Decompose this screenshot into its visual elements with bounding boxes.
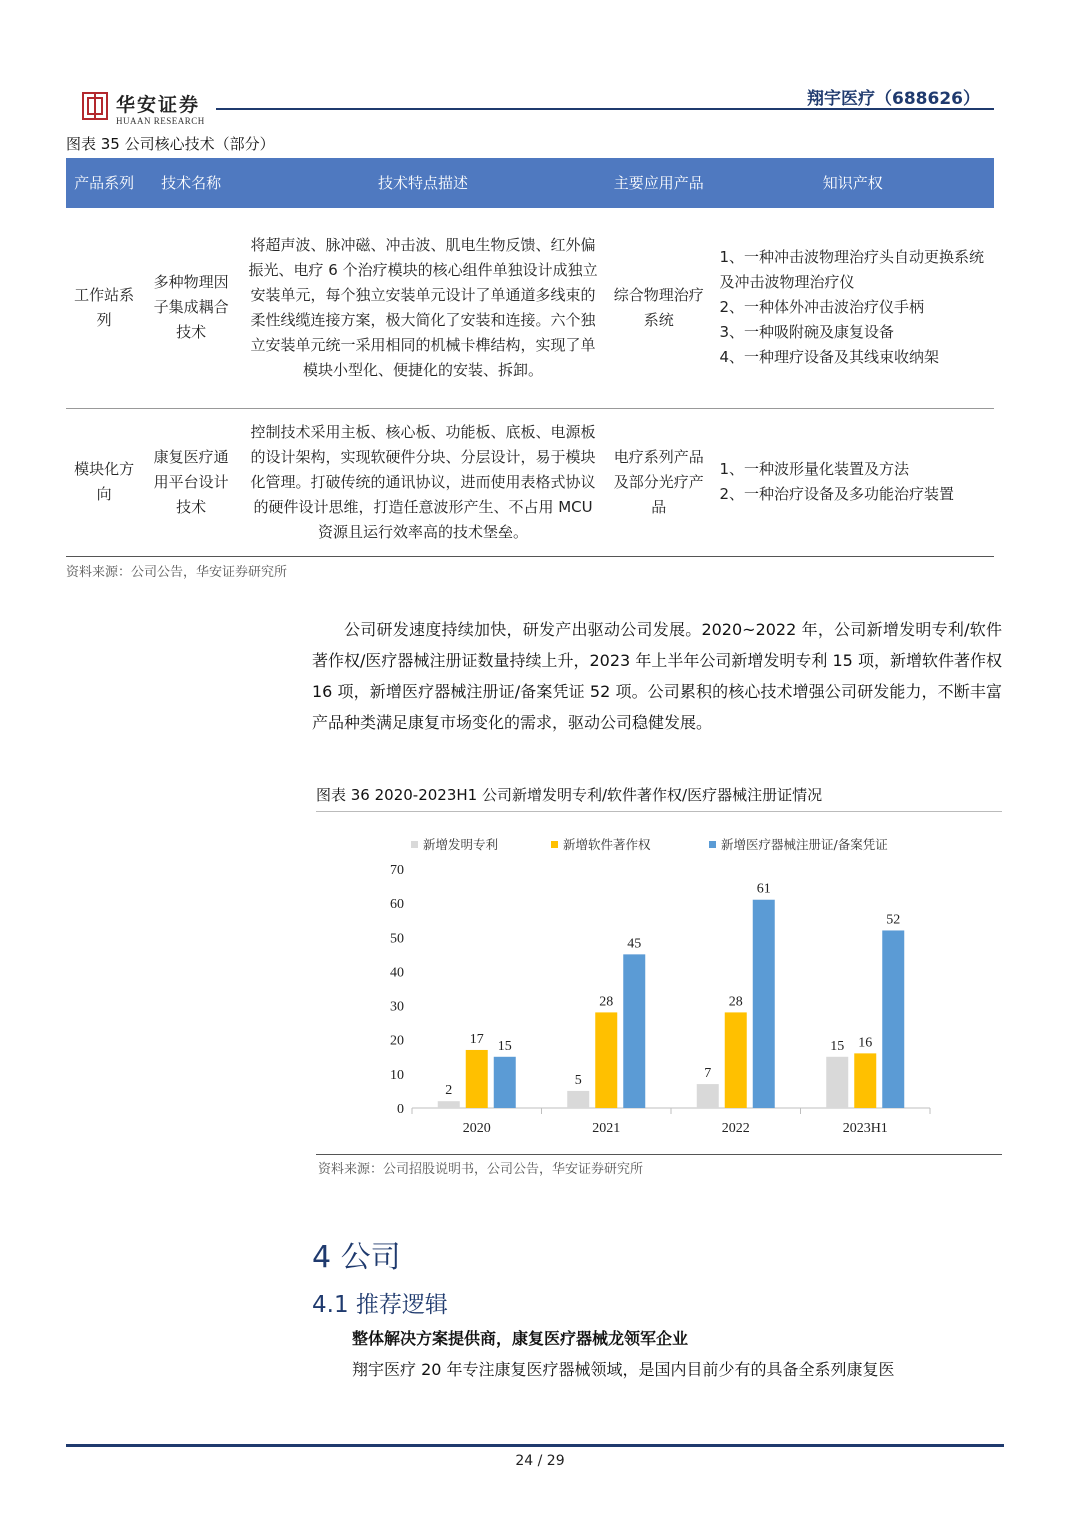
legend-swatch bbox=[551, 841, 558, 848]
bar bbox=[753, 900, 775, 1108]
header-series: 产品系列 bbox=[66, 158, 142, 208]
bar bbox=[595, 1012, 617, 1108]
header-desc: 技术特点描述 bbox=[240, 158, 606, 208]
table-row bbox=[66, 408, 994, 556]
legend-label: 新增发明专利 bbox=[423, 837, 499, 852]
rd-output-bar-chart bbox=[316, 825, 1002, 1150]
bar bbox=[623, 954, 645, 1108]
bar-data-label: 45 bbox=[627, 936, 642, 952]
y-tick-label: 60 bbox=[390, 897, 404, 913]
cell-desc: 控制技术采用主板、核心板、功能板、底板、电源板的设计架构，实现软硬件分块、分层设计，易于模块化管理。打破传统的通讯协议，进而使用表格式协议的硬件设计思维，打造任意波形产生、不占用 MCU 资源且运行效率高的技术堡垒。 bbox=[240, 408, 606, 556]
cell-ip bbox=[712, 208, 994, 408]
summary-line: 整体解决方案提供商，康复医疗器械龙领军企业 bbox=[352, 1329, 689, 1348]
table-header-row bbox=[66, 158, 994, 208]
cell-product: 电疗系列产品及部分光疗产品 bbox=[606, 408, 711, 556]
page-number: 24 / 29 bbox=[515, 1453, 565, 1469]
chart-bottom-rule bbox=[316, 1154, 1002, 1155]
cell-series: 模块化方向 bbox=[66, 408, 142, 556]
cell-desc: 将超声波、脉冲磁、冲击波、肌电生物反馈、红外偏振光、电疗 6 个治疗模块的核心组件单独设计成独立安装单元，每个独立安装单元设计了单通道多线束的柔性线缆连接方案，极大简化了安装和连接。六个独立安装单元统一采用相同的机械卡榫结构，实现了单模块小型化、便捷化的安装、拆卸。 bbox=[240, 208, 606, 408]
y-tick-label: 30 bbox=[390, 999, 404, 1015]
bar-data-label: 15 bbox=[830, 1038, 845, 1054]
bar bbox=[494, 1057, 516, 1108]
bar-data-label: 52 bbox=[886, 912, 901, 928]
bar-data-label: 2 bbox=[445, 1083, 453, 1099]
cell-ip bbox=[712, 408, 994, 556]
header-ip: 知识产权 bbox=[712, 158, 994, 208]
y-tick-label: 40 bbox=[390, 965, 404, 981]
legend-swatch bbox=[709, 841, 716, 848]
footer-divider bbox=[66, 1444, 1004, 1447]
y-tick-label: 70 bbox=[390, 863, 404, 878]
cell-series: 工作站系列 bbox=[66, 208, 142, 408]
x-tick-label: 2020 bbox=[462, 1121, 491, 1136]
legend-label: 新增医疗器械注册证/备案凭证 bbox=[721, 837, 888, 852]
core-tech-table bbox=[66, 158, 994, 557]
cell-name: 康复医疗通用平台设计技术 bbox=[142, 408, 240, 556]
logo-subtitle: HUAAN RESEARCH bbox=[116, 116, 205, 126]
ip-item: 4、一种理疗设备及其线束收纳架 bbox=[719, 348, 940, 367]
x-tick-label: 2023H1 bbox=[842, 1121, 888, 1136]
bar-data-label: 15 bbox=[497, 1038, 512, 1054]
bar-data-label: 61 bbox=[756, 881, 771, 897]
section-heading: 4 公司 bbox=[312, 1240, 401, 1275]
y-tick-label: 0 bbox=[397, 1102, 404, 1117]
bar-data-label: 7 bbox=[704, 1066, 712, 1082]
ip-item: 1、一种冲击波物理治疗头自动更换系统及冲击波物理治疗仪 bbox=[719, 248, 985, 292]
chart-title: 图表 36 2020-2023H1 公司新增发明专利/软件著作权/医疗器械注册证情况 bbox=[316, 786, 823, 804]
bar bbox=[725, 1012, 747, 1108]
y-tick-label: 50 bbox=[390, 931, 404, 947]
header-product: 主要应用产品 bbox=[606, 158, 711, 208]
logo-mark bbox=[82, 92, 108, 120]
y-tick-label: 20 bbox=[390, 1033, 404, 1049]
bar-data-label: 28 bbox=[728, 994, 743, 1010]
x-tick-label: 2022 bbox=[721, 1121, 750, 1136]
bar bbox=[826, 1057, 848, 1108]
bar bbox=[438, 1101, 460, 1108]
legend-label: 新增软件著作权 bbox=[563, 837, 651, 852]
bar bbox=[854, 1053, 876, 1108]
bar bbox=[697, 1084, 719, 1108]
bar-data-label: 28 bbox=[599, 994, 614, 1010]
ip-item: 2、一种体外冲击波治疗仪手柄 bbox=[719, 298, 925, 317]
table-row bbox=[66, 208, 994, 408]
subsection-heading: 4.1 推荐逻辑 bbox=[312, 1292, 448, 1318]
chart-source: 资料来源：公司招股说明书，公司公告，华安证券研究所 bbox=[318, 1162, 644, 1177]
ip-item: 2、一种治疗设备及多功能治疗装置 bbox=[719, 485, 955, 503]
x-tick-label: 2021 bbox=[592, 1121, 621, 1136]
ip-item: 1、一种波形量化装置及方法 bbox=[719, 460, 910, 478]
bar bbox=[567, 1091, 589, 1108]
logo-name: 华安证券 bbox=[116, 94, 201, 116]
bar bbox=[882, 930, 904, 1108]
cell-name: 多种物理因子集成耦合技术 bbox=[142, 208, 240, 408]
ip-item: 3、一种吸附碗及康复设备 bbox=[719, 323, 895, 342]
table-source: 资料来源：公司公告，华安证券研究所 bbox=[66, 565, 288, 580]
table-title: 图表 35 公司核心技术（部分） bbox=[66, 135, 275, 153]
header-name: 技术名称 bbox=[142, 158, 240, 208]
bar bbox=[466, 1050, 488, 1108]
body-paragraph: 公司研发速度持续加快，研发产出驱动公司发展。2020~2022 年，公司新增发明专利/软件著作权/医疗器械注册证数量持续上升，2023 年上半年公司新增发明专利 15 项，新增软件著作权 16 项，新增医疗器械注册证/备案凭证 52 项。公司累积的核心技术增强公司研发能力，不断丰富产品种类满足康复市场变化的需求，驱动公司稳健发展。 bbox=[312, 620, 1002, 732]
bar-data-label: 5 bbox=[574, 1072, 582, 1088]
cell-product: 综合物理治疗系统 bbox=[606, 208, 711, 408]
chart-top-rule bbox=[316, 811, 1002, 812]
company-ticker: 翔宇医疗（688626） bbox=[807, 89, 980, 109]
bar-data-label: 16 bbox=[858, 1035, 873, 1051]
bar-data-label: 17 bbox=[469, 1031, 484, 1047]
y-tick-label: 10 bbox=[390, 1067, 404, 1083]
body-text: 翔宇医疗 20 年专注康复医疗器械领域，是国内目前少有的具备全系列康复医 bbox=[352, 1360, 895, 1379]
legend-swatch bbox=[411, 841, 418, 848]
